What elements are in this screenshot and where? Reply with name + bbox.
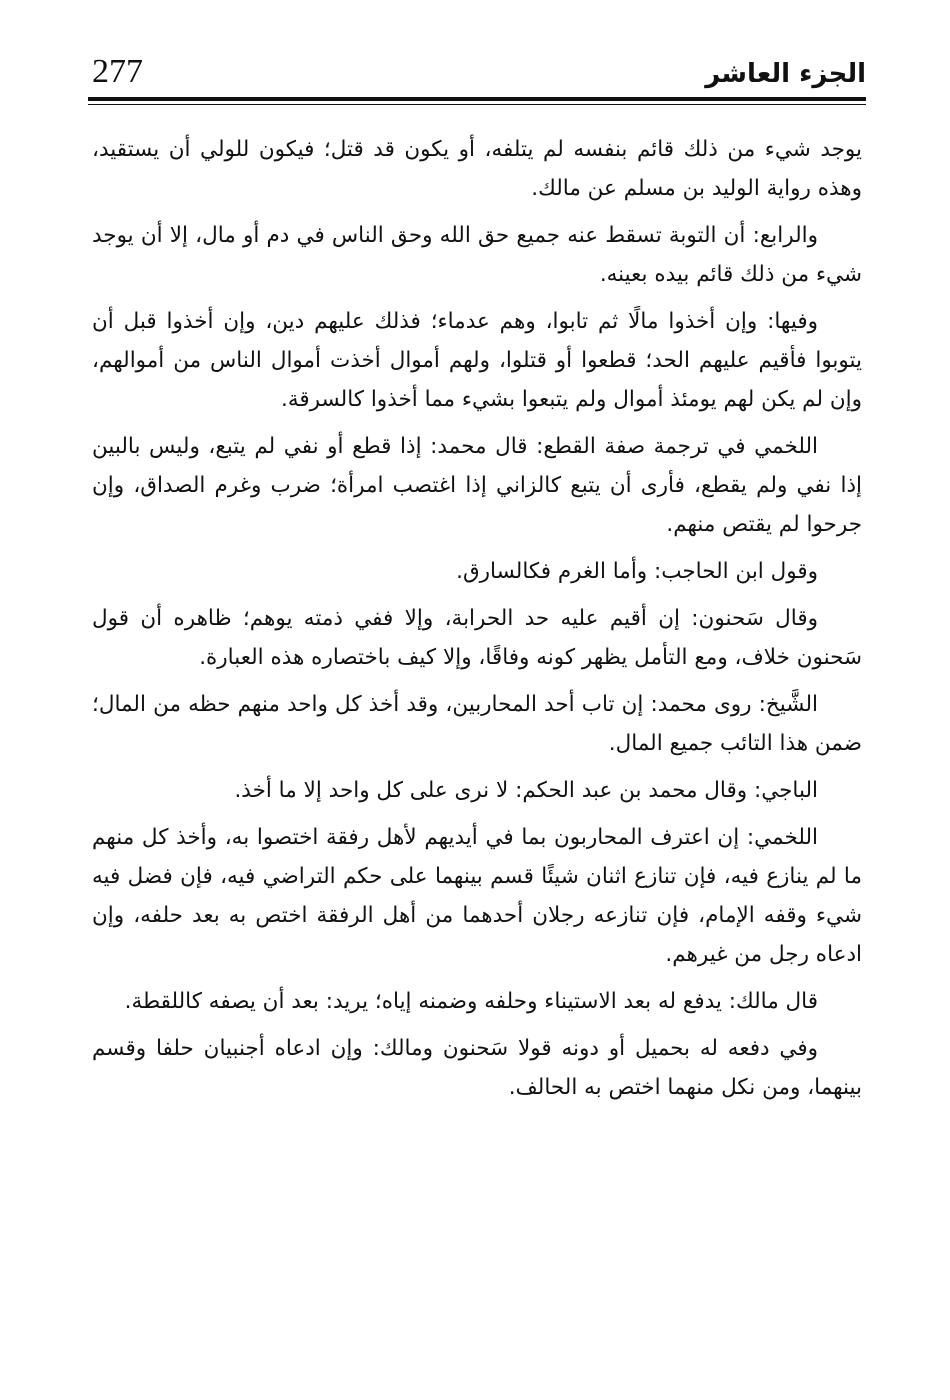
paragraph: يوجد شيء من ذلك قائم بنفسه لم يتلفه، أو يكون قد قتل؛ فيكون للولي أن يستقيد، وهذه رواية الوليد بن مسلم عن مالك. <box>92 137 862 201</box>
paragraph: وفيها: وإن أخذوا مالًا ثم تابوا، وهم عدماء؛ فذلك عليهم دين، وإن أخذوا قبل أن يتوبوا فأقيم عليهم الحد؛ قطعوا أو قتلوا، ولهم أموال أخذت أموال الناس من أموالهم، وإن لم يكن لهم يومئذ أموال ولم يتبعوا بشيء مما أخذوا كالسرقة. <box>92 309 862 412</box>
paragraph: اللخمي: إن اعترف المحاربون بما في أيديهم لأهل رفقة اختصوا به، وأخذ كل منهم ما لم ينازع فيه، فإن تنازع اثنان شيئًا قسم بينهما على حكم التراضي فيه، فإن فضل فيه شيء وقفه الإمام، فإن تنازعه رجلان أحدهما من أهل الرفقة اختص به بعد حلفه، وإن ادعاه رجل من غيرهم. <box>92 825 862 967</box>
paragraph: الشَّيخ: روى محمد: إن تاب أحد المحاربين، وقد أخذ كل واحد منهم حظه من المال؛ ضمن هذا التائب جميع المال. <box>92 692 862 756</box>
paragraph: قال مالك: يدفع له بعد الاستيناء وحلفه وضمنه إياه؛ يريد: بعد أن يصفه كاللقطة. <box>124 989 818 1014</box>
header-rule-thin <box>88 104 866 105</box>
paragraph: الباجي: وقال محمد بن عبد الحكم: لا نرى على كل واحد إلا ما أخذ. <box>234 778 818 803</box>
body-text <box>92 130 862 1107</box>
page-number: 277 <box>92 53 143 90</box>
paragraph: وفي دفعه له بحميل أو دونه قولا سَحنون ومالك: وإن ادعاه أجنبيان حلفا وقسم بينهما، ومن نكل منهما اختص به الحالف. <box>92 1036 862 1100</box>
header-rule-thick <box>88 97 866 101</box>
running-title: الجزء العاشر <box>705 59 866 89</box>
paragraph: وقال سَحنون: إن أقيم عليه حد الحرابة، وإلا ففي ذمته يوهم؛ ظاهره أن قول سَحنون خلاف، ومع التأمل يظهر كونه وفاقًا، وإلا كيف باختصاره هذه العبارة. <box>92 606 862 670</box>
paragraph: والرابع: أن التوبة تسقط عنه جميع حق الله وحق الناس في دم أو مال، إلا أن يوجد شيء من ذلك قائم بيده بعينه. <box>92 223 862 287</box>
page-header <box>88 50 866 96</box>
paragraph: وقول ابن الحاجب: وأما الغرم فكالسارق. <box>456 559 818 584</box>
paragraph: اللخمي في ترجمة صفة القطع: قال محمد: إذا قطع أو نفي لم يتبع، وليس بالبين إذا نفي ولم يقطع، فأرى أن يتبع كالزاني إذا اغتصب امرأة؛ ضرب وغرم الصداق، وإن جرحوا لم يقتص منهم. <box>92 434 862 537</box>
